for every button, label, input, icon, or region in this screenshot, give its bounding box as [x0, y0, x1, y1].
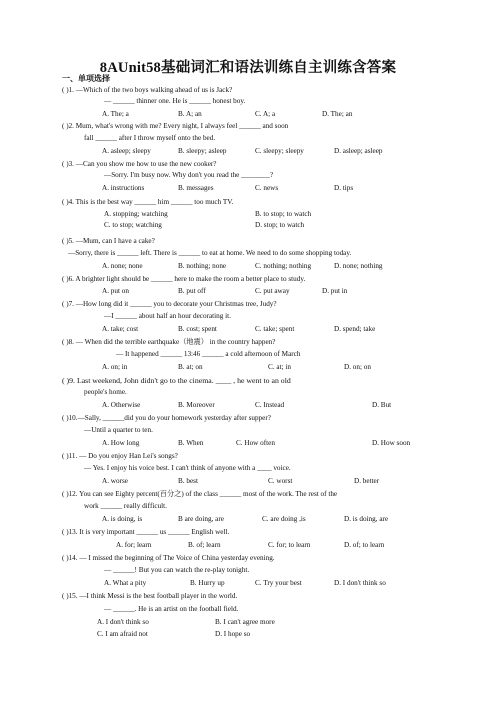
q3-opt-c: C. news	[255, 184, 279, 192]
q15-opt-a: A. I don't think so	[97, 618, 149, 626]
q3-stem: ( )3. —Can you show me how to use the new cooker?	[62, 160, 217, 168]
q1-opt-b: B. A; an	[178, 110, 202, 118]
q8-stem: ( )8. — When did the terrible earthquake（地震） in the country happen?	[62, 338, 276, 346]
q11-stem: ( )11. — Do you enjoy Han Lei's songs?	[62, 452, 178, 460]
q7-opt-d: D. spend; take	[334, 325, 376, 333]
q4-opt-d: D. stop; to watch	[255, 221, 305, 229]
q6-opt-d: D. put in	[322, 287, 348, 295]
q5-opt-d: D. none; nothing	[334, 262, 383, 270]
q9-opt-b: B. Moreover	[178, 401, 215, 409]
q4-opt-c: C. to stop; watching	[104, 221, 162, 229]
q11-opt-c: C. worst	[268, 477, 293, 485]
q10-opt-c: C. How often	[236, 439, 275, 447]
q5-opt-b: B. nothing; none	[178, 262, 227, 270]
q15-line2: — ______. He is an artist on the football field.	[104, 605, 239, 613]
q3-opt-d: D. tips	[334, 184, 354, 192]
q7-stem: ( )7. —How long did it ______ you to decorate your Christmas tree, Judy?	[62, 300, 277, 308]
q5-line2: —Sorry, there is ______ left. There is ______ to eat at home. We need to do some shopping today.	[68, 249, 352, 257]
q7-line2: —I ______ about half an hour decorating it.	[104, 312, 231, 320]
q5-opt-c: C. nothing; nothing	[255, 262, 312, 270]
q10-line2: —Until a quarter to ten.	[84, 426, 153, 434]
q6-opt-b: B. put off	[178, 287, 206, 295]
q8-opt-a: A. on; in	[102, 363, 128, 371]
q7-opt-c: C. take; spent	[255, 325, 295, 333]
q4-stem: ( )4. This is the best way ______ him ______ too much TV.	[62, 198, 234, 206]
q15-opt-b: B. I can't agree more	[215, 618, 275, 626]
q5-opt-a: A. none; none	[102, 262, 143, 270]
q5-stem: ( )5. —Mum, can I have a cake?	[62, 237, 155, 245]
q6-opt-c: C. put away	[255, 287, 290, 295]
q1-stem: ( )1. —Which of the two boys walking ahead of us is Jack?	[62, 86, 233, 94]
q9-opt-d: D. But	[372, 401, 392, 409]
q1-opt-c: C. A; a	[255, 110, 276, 118]
section-heading: 一、单项选择	[62, 74, 110, 83]
q12-opt-c: C. are doing ,is	[262, 515, 306, 523]
q9-line2: people's home.	[84, 388, 127, 396]
q10-stem: ( )10.—Sally, ______did you do your homework yesterday after supper?	[62, 414, 271, 422]
q9-stem: ( )9. Last weekend, John didn't go to the cinema. ____ , he went to an old	[62, 376, 291, 385]
q13-opt-c: C. for; to learn	[268, 541, 311, 549]
q12-stem: ( )12. You can see Eighty percent(百分之) of the class ______ most of the work. The rest of the	[62, 490, 338, 498]
q14-opt-c: C. Try your best	[255, 579, 302, 587]
q4-opt-b: B. to stop; to watch	[255, 210, 312, 218]
q9-opt-a: A. Otherwise	[102, 401, 141, 409]
q2-opt-a: A. asleep; sleepy	[102, 147, 151, 155]
q8-opt-c: C. at; in	[268, 363, 291, 371]
q6-opt-a: A. put on	[102, 287, 129, 295]
q15-opt-c: C. I am afraid not	[97, 630, 148, 638]
q14-opt-b: B. Hurry up	[190, 579, 225, 587]
q10-opt-b: B. When	[178, 439, 204, 447]
q13-opt-a: A. for; learn	[116, 541, 152, 549]
q1-line2: — ______ thinner one. He is ______ honest boy.	[104, 97, 246, 105]
q8-opt-d: D. on; on	[344, 363, 371, 371]
q10-opt-d: D. How soon	[372, 439, 411, 447]
q4-opt-a: A. stopping; watching	[104, 210, 168, 218]
q10-opt-a: A. How long	[102, 439, 140, 447]
q11-opt-d: D. better	[354, 477, 380, 485]
q7-opt-a: A. take; cost	[102, 325, 139, 333]
q14-line2: — ______! But you can watch the re-play tonight.	[104, 566, 250, 574]
q8-opt-b: B. at; on	[178, 363, 203, 371]
q13-stem: ( )13. It is very important ______ us ______ English well.	[62, 528, 230, 536]
q2-opt-c: C. sleepy; sleepy	[255, 147, 304, 155]
q1-opt-a: A. The; a	[102, 110, 129, 118]
q11-opt-b: B. best	[178, 477, 198, 485]
q12-line2: work ______ really difficult.	[84, 502, 167, 510]
q11-opt-a: A. worse	[102, 477, 128, 485]
q7-opt-b: B. cost; spent	[178, 325, 217, 333]
q8-line2: — It happened ______ 13:46 ______ a cold afternoon of March	[116, 350, 301, 358]
q14-stem: ( )14. — I missed the beginning of The Voice of China yesterday evening.	[62, 554, 275, 562]
q13-opt-d: D. of; to learn	[344, 541, 385, 549]
q2-opt-b: B. sleepy; asleep	[178, 147, 227, 155]
q12-opt-a: A. is doing, is	[102, 515, 143, 523]
page-title: 8AUnit58基础词汇和语法训练自主训练含答案	[99, 60, 397, 76]
q9-opt-c: C. Instead	[255, 401, 285, 409]
q13-opt-b: B. of; learn	[188, 541, 221, 549]
q12-opt-b: B are doing, are	[178, 515, 224, 523]
q2-stem: ( )2. Mum, what's wrong with me? Every night, I always feel ______ and soon	[62, 122, 289, 130]
q2-line2: fall ______ after I throw myself onto the bed.	[84, 134, 216, 142]
q12-opt-d: D. is doing, are	[344, 515, 389, 523]
q3-line2: —Sorry. I'm busy now. Why don't you read the ________?	[104, 171, 274, 179]
q14-opt-d: D. I don't think so	[334, 579, 386, 587]
q2-opt-d: D. asleep; asleep	[334, 147, 383, 155]
q15-opt-d: D. I hope so	[215, 630, 251, 638]
q6-stem: ( )6. A brighter light should be ______ here to make the room a better place to study.	[62, 275, 306, 283]
q14-opt-a: A. What a pity	[104, 579, 147, 587]
q1-opt-d: D. The; an	[322, 110, 353, 118]
q15-stem: ( )15. —I think Messi is the best football player in the world.	[62, 592, 238, 600]
q3-opt-b: B. messages	[178, 184, 214, 192]
q11-line2: — Yes. I enjoy his voice best. I can't think of anyone with a ____ voice.	[84, 464, 291, 472]
q3-opt-a: A. instructions	[102, 184, 145, 192]
